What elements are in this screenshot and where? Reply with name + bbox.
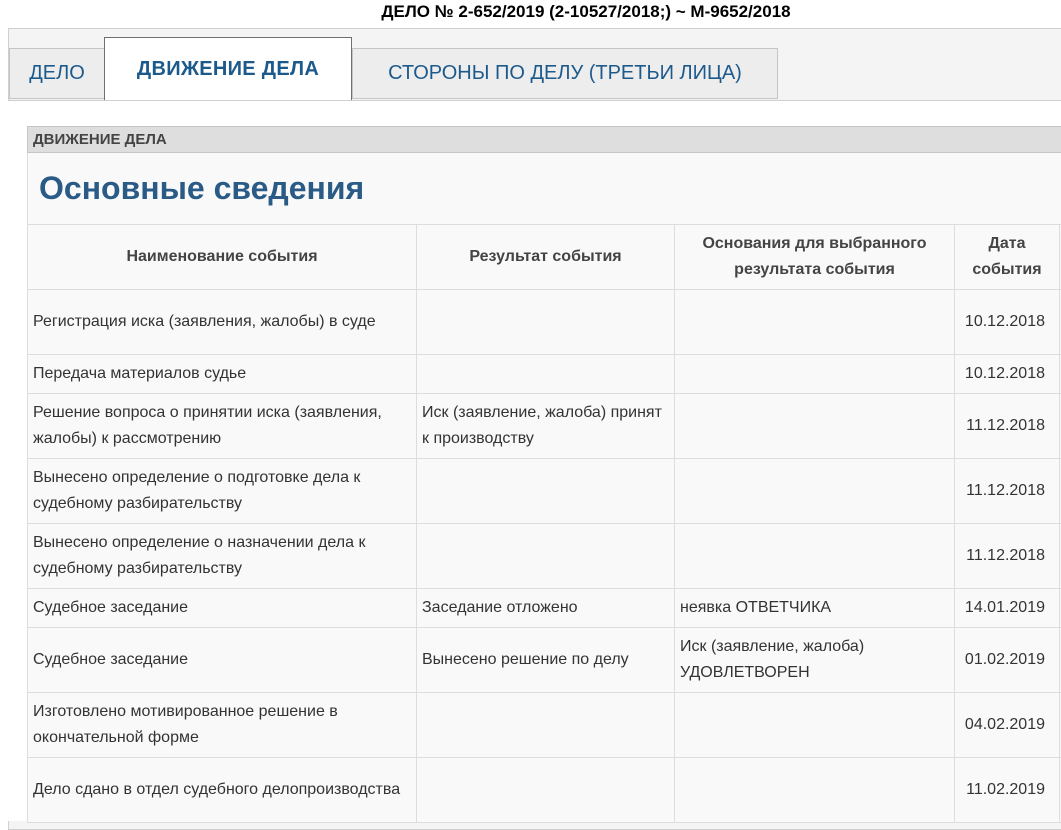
event-result-cell [417, 524, 675, 589]
event-date-cell: 01.02.2019 [955, 628, 1060, 693]
table-header-row [28, 225, 1061, 290]
table-row [28, 589, 1061, 628]
event-result-cell [417, 693, 675, 758]
event-date-cell: 11.12.2018 [955, 459, 1060, 524]
column-header-result-basis: Основания для выбранного результата события [675, 225, 955, 290]
event-name-cell: Вынесено определение о назначении дела к судебному разбирательству [28, 524, 417, 589]
event-result-cell: Вынесено решение по делу [417, 628, 675, 693]
result-basis-cell [675, 524, 955, 589]
events-table [27, 224, 1061, 823]
event-name-cell: Дело сдано в отдел судебного делопроизводства [28, 758, 417, 823]
result-basis-cell: неявка ОТВЕТЧИКА [675, 589, 955, 628]
table-row [28, 459, 1061, 524]
result-basis-cell [675, 758, 955, 823]
table-row [28, 355, 1061, 394]
event-name-cell: Регистрация иска (заявления, жалобы) в суде [28, 290, 417, 355]
tab-parties[interactable]: СТОРОНЫ ПО ДЕЛУ (ТРЕТЬИ ЛИЦА) [352, 48, 778, 99]
event-result-cell [417, 758, 675, 823]
result-basis-cell [675, 290, 955, 355]
event-result-cell [417, 355, 675, 394]
column-header-event-date: Дата события [955, 225, 1060, 290]
table-row [28, 758, 1061, 823]
table-row [28, 394, 1061, 459]
case-title: ДЕЛО № 2-652/2019 (2-10527/2018;) ~ М-9652/2018 [0, 2, 1061, 22]
column-header-event-result: Результат события [417, 225, 675, 290]
tab-case[interactable]: ДЕЛО [9, 48, 105, 99]
tab-case-movement[interactable]: ДВИЖЕНИЕ ДЕЛА [104, 37, 352, 101]
event-date-cell: 14.01.2019 [955, 589, 1060, 628]
event-name-cell: Решение вопроса о принятии иска (заявления, жалобы) к рассмотрению [28, 394, 417, 459]
event-name-cell: Вынесено определение о подготовке дела к судебному разбирательству [28, 459, 417, 524]
event-name-cell: Изготовлено мотивированное решение в окончательной форме [28, 693, 417, 758]
event-date-cell: 11.12.2018 [955, 394, 1060, 459]
result-basis-cell [675, 693, 955, 758]
table-row [28, 693, 1061, 758]
section-header: ДВИЖЕНИЕ ДЕЛА [27, 126, 1061, 153]
event-date-cell: 11.02.2019 [955, 758, 1060, 823]
event-date-cell: 04.02.2019 [955, 693, 1060, 758]
event-name-cell: Судебное заседание [28, 628, 417, 693]
event-date-cell: 11.12.2018 [955, 524, 1060, 589]
result-basis-cell [675, 355, 955, 394]
event-result-cell [417, 459, 675, 524]
column-header-event-name: Наименование события [28, 225, 417, 290]
table-row [28, 524, 1061, 589]
subsection-title: Основные сведения [39, 170, 364, 207]
event-date-cell: 10.12.2018 [955, 290, 1060, 355]
event-result-cell: Заседание отложено [417, 589, 675, 628]
event-name-cell: Передача материалов судье [28, 355, 417, 394]
event-date-cell: 10.12.2018 [955, 355, 1060, 394]
table-row [28, 628, 1061, 693]
table-row [28, 290, 1061, 355]
event-result-cell: Иск (заявление, жалоба) принят к производству [417, 394, 675, 459]
event-name-cell: Судебное заседание [28, 589, 417, 628]
result-basis-cell: Иск (заявление, жалоба) УДОВЛЕТВОРЕН [675, 628, 955, 693]
result-basis-cell [675, 394, 955, 459]
result-basis-cell [675, 459, 955, 524]
event-result-cell [417, 290, 675, 355]
